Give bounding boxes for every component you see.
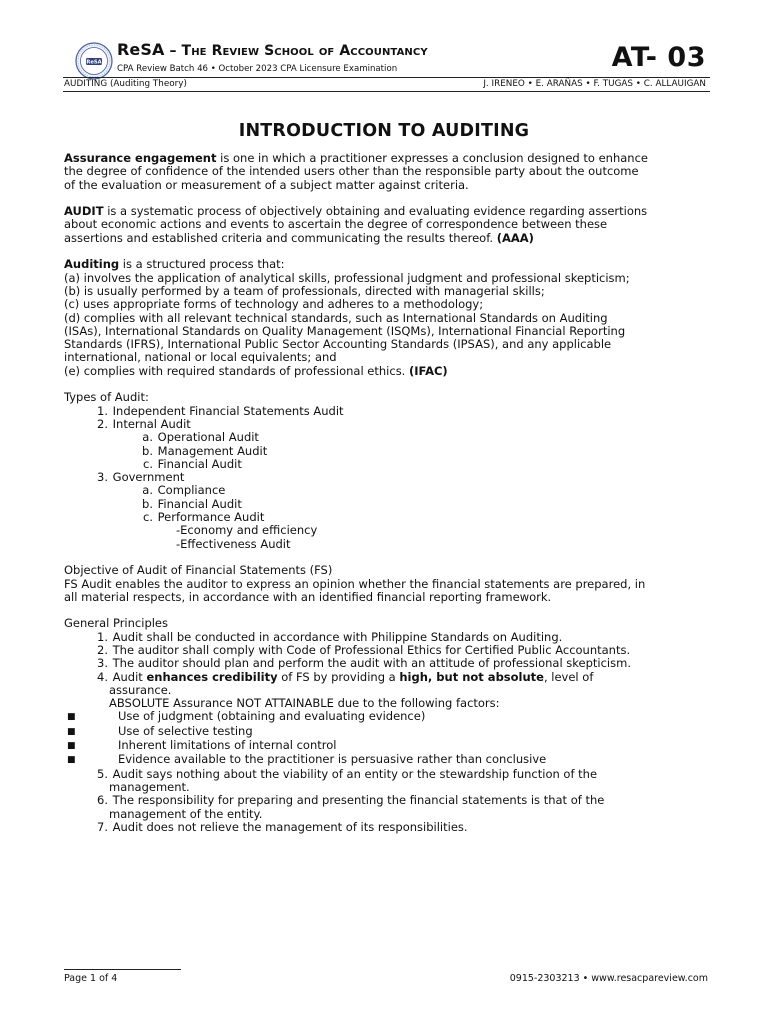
assurance-line: is one in which a practitioner expresses a conclusion designed to enhance [216, 151, 648, 165]
auditing-line: international, national or local equivalents; and [64, 350, 337, 365]
objective-line: all material respects, in accordance with an identified financial reporting framework. [64, 589, 552, 604]
auditing-source: (IFAC) [409, 363, 448, 378]
list-item: 1. Audit shall be conducted in accordance with Philippine Standards on Auditing. [97, 629, 563, 644]
assurance-line: the degree of confidence of the intended users other than the responsible party about the outcome [64, 164, 639, 179]
brand-name: ReSA [117, 40, 165, 59]
header-rule-bottom [63, 91, 710, 92]
list-item: 5. Audit says nothing about the viability of an entity or the stewardship function of the [97, 766, 598, 781]
list-item: 7. Audit does not relieve the management of its responsibilities. [97, 819, 468, 834]
document-body [64, 152, 714, 834]
objective-section [64, 564, 714, 604]
page-title: INTRODUCTION TO AUDITING [238, 121, 530, 141]
auditing-line: (a) involves the application of analytical skills, professional judgment and professional skepticism; [64, 270, 630, 285]
sub-list-item: a. Operational Audit [142, 430, 259, 445]
list-item-continuation: management of the entity. [109, 806, 263, 821]
objective-line: FS Audit enables the auditor to express an opinion whether the financial statements are prepared, in [64, 576, 646, 591]
list-item: 2. Internal Audit [97, 416, 191, 431]
footer-contact: 0915-2303213 • www.resacpareview.com [509, 973, 708, 984]
bullet-item: ■ Use of judgment (obtaining and evaluating evidence) [67, 709, 426, 724]
sub-list-item: a. Compliance [142, 483, 226, 498]
logo-text: ReSA [86, 59, 102, 66]
audit-term: AUDIT [64, 204, 104, 219]
document-code: AT- 03 [611, 42, 706, 73]
auditing-line: (c) uses appropriate forms of technology and adheres to a methodology; [64, 297, 484, 312]
audit-source: (AAA) [496, 230, 534, 245]
auditing-intro: is a structured process that: [119, 257, 285, 272]
brand-dash: – [164, 43, 182, 59]
auditing-line: (d) complies with all relevant technical standards, such as International Standards on Auditing [64, 310, 608, 325]
bullet-item: ■ Evidence available to the practitioner is persuasive rather than conclusive [67, 752, 547, 767]
types-of-audit [64, 391, 714, 551]
audit-line: is a systematic process of objectively obtaining and evaluating evidence regarding assertions [103, 204, 648, 219]
absolute-assurance-note: ABSOLUTE Assurance NOT ATTAINABLE due to the following factors: [109, 696, 500, 711]
list-item: 3. The auditor should plan and perform the audit with an attitude of professional skepticism. [97, 656, 631, 671]
auditing-line: (b) is usually performed by a team of professionals, directed with managerial skills; [64, 283, 545, 298]
square-bullet-icon: ■ [67, 741, 76, 752]
sub-list-item: b. Management Audit [142, 443, 268, 458]
list-item: 1. Independent Financial Statements Audit [97, 403, 344, 418]
assurance-line: of the evaluation or measurement of a subject matter against criteria. [64, 177, 469, 192]
authors-label: J. IRENEO • E. ARAÑAS • F. TUGAS • C. ALLAUIGAN [483, 79, 706, 89]
square-bullet-icon: ■ [67, 755, 76, 766]
resa-seal-logo-icon [75, 42, 113, 80]
page-number: Page 1 of 4 [64, 973, 118, 984]
auditing-line: (e) complies with required standards of professional ethics. [64, 363, 409, 378]
bullet-item: ■ Inherent limitations of internal control [67, 738, 337, 753]
assurance-definition [64, 152, 714, 192]
list-item: 6. The responsibility for preparing and presenting the financial statements is that of the [97, 793, 605, 808]
performance-detail: -Economy and efficiency [176, 523, 318, 538]
header-rule-top [63, 77, 710, 78]
assurance-term: Assurance engagement [64, 151, 217, 165]
objective-heading: Objective of Audit of Financial Statements (FS) [64, 563, 333, 578]
square-bullet-icon: ■ [67, 726, 76, 737]
principles-heading: General Principles [64, 616, 168, 631]
general-principles [64, 617, 714, 834]
list-item-continuation: management. [109, 779, 190, 794]
bullet-item: ■ Use of selective testing [67, 723, 253, 738]
list-item: 2. The auditor shall comply with Code of Professional Ethics for Certified Public Accountants. [97, 642, 631, 657]
auditing-definition [64, 258, 714, 378]
auditing-term: Auditing [64, 257, 120, 272]
audit-line: assertions and established criteria and communicating the results thereof. [64, 230, 497, 245]
types-heading: Types of Audit: [64, 390, 149, 405]
audit-definition [64, 205, 714, 245]
performance-detail: -Effectiveness Audit [176, 536, 291, 551]
sub-list-item: c. Performance Audit [143, 510, 265, 525]
list-item-continuation: assurance. [109, 682, 172, 697]
audit-line: about economic actions and events to ascertain the degree of correspondence between these [64, 217, 608, 232]
brand-heading [117, 40, 428, 59]
footer-rule [64, 969, 181, 970]
square-bullet-icon: ■ [67, 712, 76, 723]
auditing-line: (ISAs), International Standards on Quality Management (ISQMs), International Financial Reporting [64, 323, 626, 338]
list-item: 3. Government [97, 470, 185, 485]
brand-tagline: The Review School of Accountancy [181, 43, 428, 59]
auditing-line: Standards (IFRS), International Public Sector Accounting Standards (IPSAS), and any applicable [64, 337, 612, 352]
sub-list-item: c. Financial Audit [143, 456, 242, 471]
batch-subline: CPA Review Batch 46 • October 2023 CPA Licensure Examination [117, 64, 398, 74]
sub-list-item: b. Financial Audit [142, 496, 242, 511]
list-item: 4. Audit enhances credibility of FS by providing a high, but not absolute, level of [97, 669, 594, 684]
subject-label: AUDITING (Auditing Theory) [64, 79, 187, 89]
